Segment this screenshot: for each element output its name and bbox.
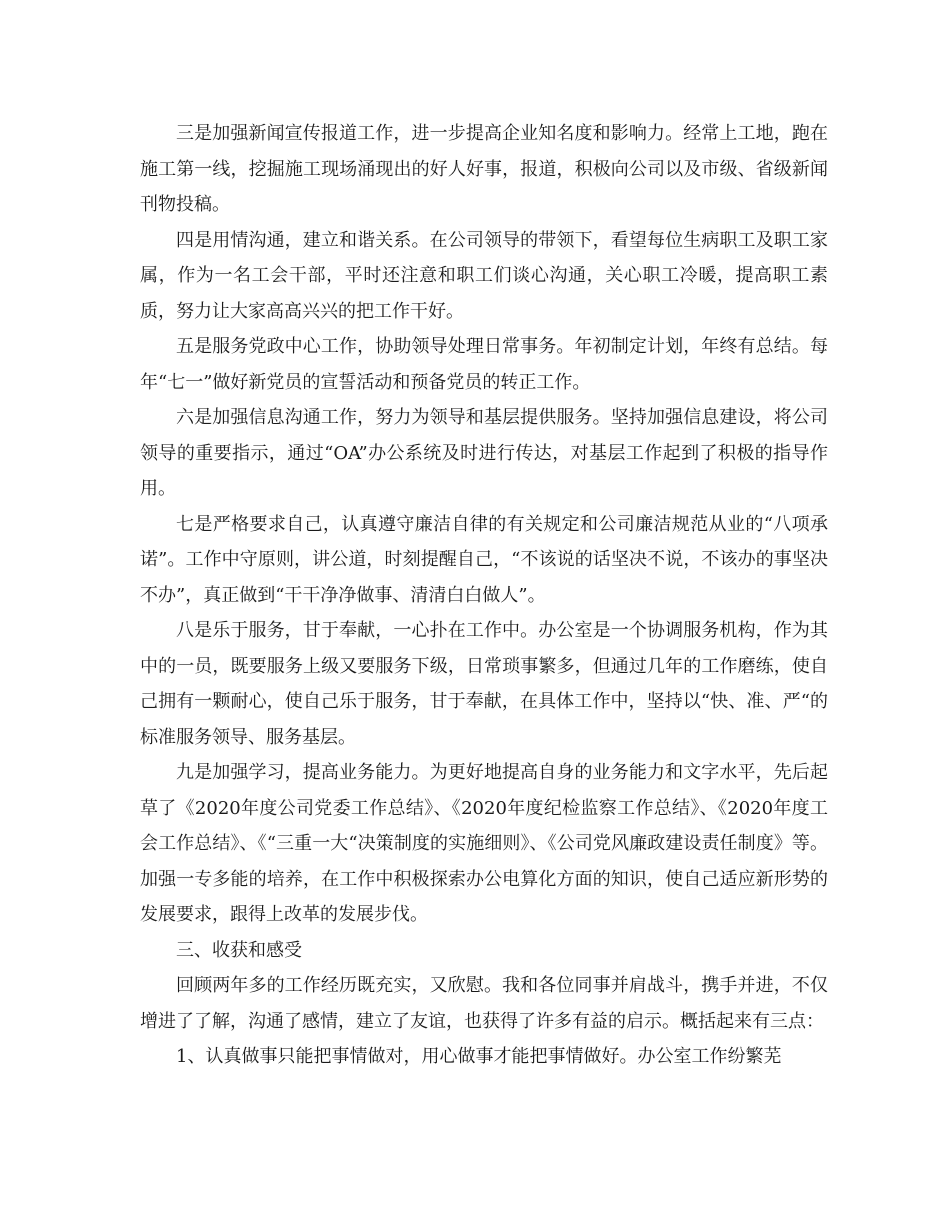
paragraph-8-service: 八是乐于服务，甘于奉献，一心扑在工作中。办公室是一个协调服务机构，作为其中的一员，既要服务上级又要服务下级，日常琐事繁多，但通过几年的工作磨练，使自己拥有一颗耐心，使自己乐于服务，甘于奉献，在具体工作中，坚持以“快、准、严“的标准服务领导、服务基层。 bbox=[140, 620, 828, 748]
paragraph-9-learning: 九是加强学习，提高业务能力。为更好地提高自身的业务能力和文字水平，先后起草了《2020年度公司党委工作总结》、《2020年度纪检监察工作总结》、《2020年度工会工作总结》、《“三重一大“决策制度的实施细则》、《公司党风廉政建设责任制度》等。加强一专多能的培养，在工作中积极探索办公电算化方面的知识，使自己适应新形势的发展要求，跟得上改革的发展步伐。 bbox=[140, 762, 828, 925]
document-body bbox=[140, 116, 828, 1075]
paragraph-3-news-publicity: 三是加强新闻宣传报道工作，进一步提高企业知名度和影响力。经常上工地，跑在施工第一线，挖掘施工现场涌现出的好人好事，报道，积极向公司以及市级、省级新闻刊物投稿。 bbox=[140, 123, 828, 215]
paragraph-4-communication: 四是用情沟通，建立和谐关系。在公司领导的带领下，看望每位生病职工及职工家属，作为一名工会干部，平时还注意和职工们谈心沟通，关心职工冷暖，提高职工素质，努力让大家高高兴兴的把工作干好。 bbox=[140, 229, 828, 322]
paragraph-point-1: 1、认真做事只能把事情做对，用心做事才能把事情做好。办公室工作纷繁芜 bbox=[176, 1046, 782, 1067]
paragraph-review: 回顾两年多的工作经历既充实，又欣慰。我和各位同事并肩战斗，携手并进，不仅增进了了解，沟通了感情，建立了友谊，也获得了许多有益的启示。概括起来有三点： bbox=[140, 975, 828, 1032]
paragraph-7-self-discipline: 七是严格要求自己，认真遵守廉洁自律的有关规定和公司廉洁规范从业的“八项承诺”。工作中守原则，讲公道，时刻提醒自己，“不该说的话坚决不说，不该办的事坚决不办”，真正做到“干干净净做事、清清白白做人”。 bbox=[140, 513, 828, 606]
paragraph-5-party-work: 五是服务党政中心工作，协助领导处理日常事务。年初制定计划，年终有总结。每年“七一”做好新党员的宣誓活动和预备党员的转正工作。 bbox=[140, 336, 828, 393]
paragraph-6-information: 六是加强信息沟通工作，努力为领导和基层提供服务。坚持加强信息建设，将公司领导的重要指示，通过“OA”办公系统及时进行传达，对基层工作起到了积极的指导作用。 bbox=[140, 407, 828, 499]
section-heading-gains: 三、收获和感受 bbox=[176, 939, 302, 961]
